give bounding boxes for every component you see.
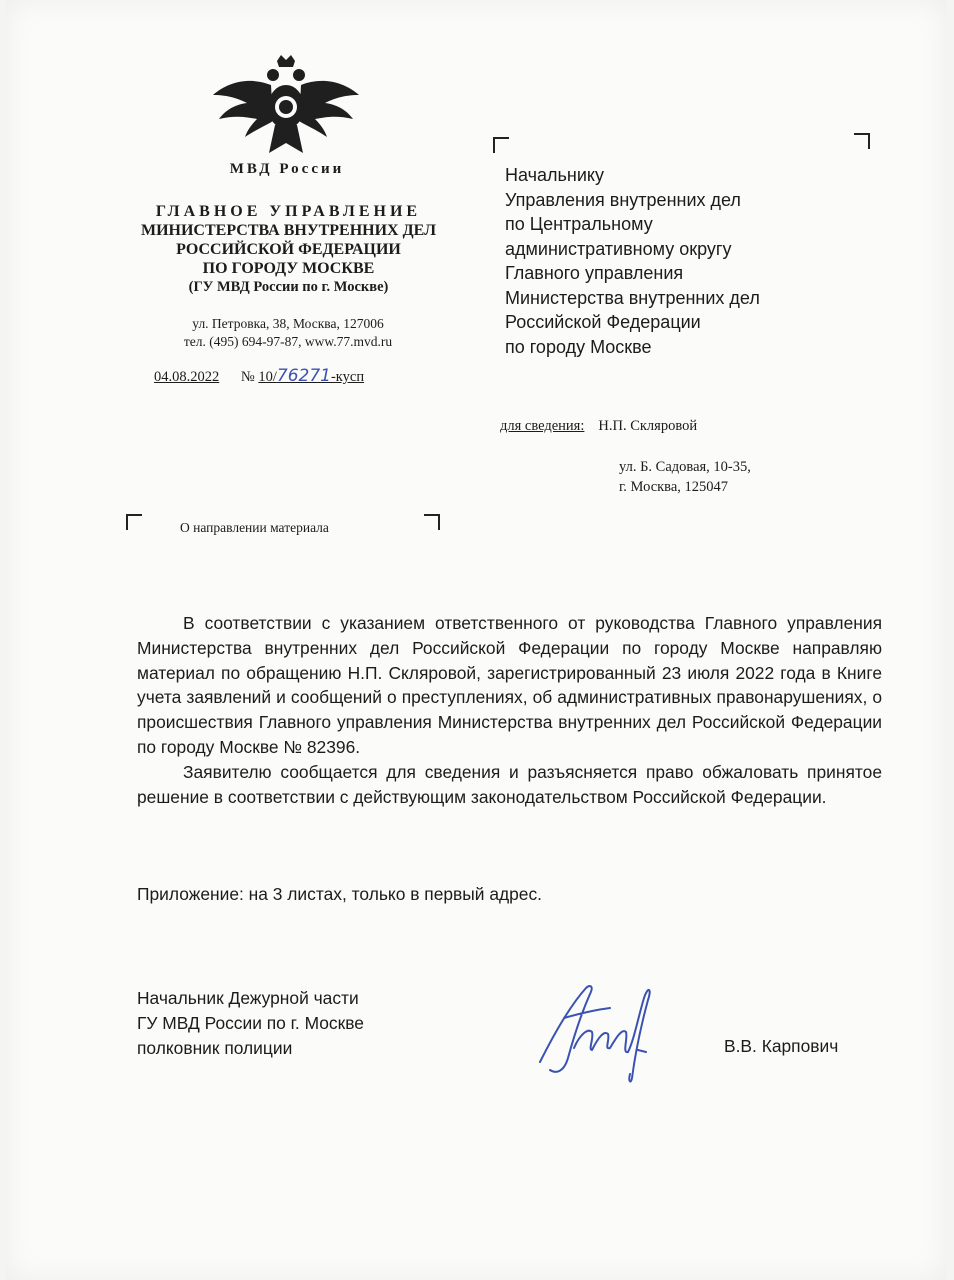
addressee-line: Министерства внутренних дел	[505, 287, 760, 308]
number-suffix: -кусп	[330, 369, 365, 385]
subject-line: О направлении материала	[180, 520, 329, 535]
department-abbreviation: (ГУ МВД России по г. Москве)	[188, 279, 389, 295]
cc-address-line: г. Москва, 125047	[619, 479, 729, 495]
sender-contacts: тел. (495) 694-97-87, www.77.mvd.ru	[183, 334, 393, 349]
letter-date: 04.08.2022	[154, 369, 220, 385]
cc-address	[619, 457, 839, 497]
cc-name: Н.П. Скляровой	[598, 418, 698, 434]
department-line: ГЛАВНОЕ УПРАВЛЕНИЕ	[155, 203, 422, 220]
letter-number	[258, 366, 365, 386]
addressee-line: по Центральному	[505, 214, 653, 234]
signatory-name: В.В. Карпович	[724, 1036, 839, 1056]
department-line: РОССИЙСКОЙ ФЕДЕРАЦИИ	[176, 241, 401, 258]
addressee-line: административному округу	[505, 238, 732, 259]
number-sign: №	[240, 369, 255, 385]
sender-address: ул. Петровка, 38, Москва, 127006	[192, 316, 384, 331]
department-line: МИНИСТЕРСТВА ВНУТРЕННИХ ДЕЛ	[140, 222, 436, 239]
addressee-line: Российской Федерации	[505, 312, 701, 332]
bracket-top-left-icon	[493, 137, 509, 153]
cc-row	[500, 418, 800, 435]
registration-row	[154, 366, 434, 386]
agency-title: МВД России	[229, 161, 345, 177]
cc-label: для сведения:	[500, 418, 585, 434]
addressee-line: Управления внутренних дел	[505, 189, 741, 210]
bracket-top-right-icon	[854, 133, 870, 149]
mvd-emblem-icon	[211, 55, 361, 160]
bracket-top-left-icon	[126, 514, 142, 530]
addressee-line: по городу Москве	[505, 336, 652, 357]
cc-address-line: ул. Б. Садовая, 10-35,	[619, 459, 751, 475]
bracket-top-right-icon	[424, 514, 440, 530]
signatory-position	[137, 986, 457, 1061]
number-handwritten: 76271	[276, 366, 331, 386]
addressee-line: Главного управления	[505, 263, 684, 283]
addressee-line: Начальнику	[505, 165, 604, 185]
sender-address-block	[146, 315, 430, 351]
letter-body	[137, 611, 882, 809]
addressee-block	[505, 163, 825, 359]
number-prefix: 10/	[258, 369, 277, 385]
position-line: ГУ МВД России по г. Москве	[137, 1013, 364, 1033]
position-line: полковник полиции	[137, 1038, 293, 1058]
handwritten-signature	[534, 978, 664, 1088]
attachment-note: Приложение: на 3 листах, только в первый адрес.	[137, 884, 543, 904]
position-line: Начальник Дежурной части	[137, 988, 359, 1008]
department-line: ПО ГОРОДУ МОСКВЕ	[202, 260, 375, 277]
document-page	[6, 0, 946, 1280]
body-paragraph: Заявителю сообщается для сведения и разъясняется право обжаловать принятое решение в соответствии с действующим законодательством Российской Федерации.	[137, 761, 882, 807]
department-header	[116, 202, 461, 297]
body-paragraph: В соответствии с указанием ответственного от руководства Главного управления Министерства внутренних дел Российской Федерации по городу Москве направляю материал по обращению Н.П. Скляровой, зарегистрированный 23 июля 2022 года в Книге учета заявлений и сообщений о преступлениях, об административных правонарушениях, о происшествия Главного управления Министерства внутренних дел Российской Федерации по городу Москве № 82396.	[137, 613, 882, 757]
